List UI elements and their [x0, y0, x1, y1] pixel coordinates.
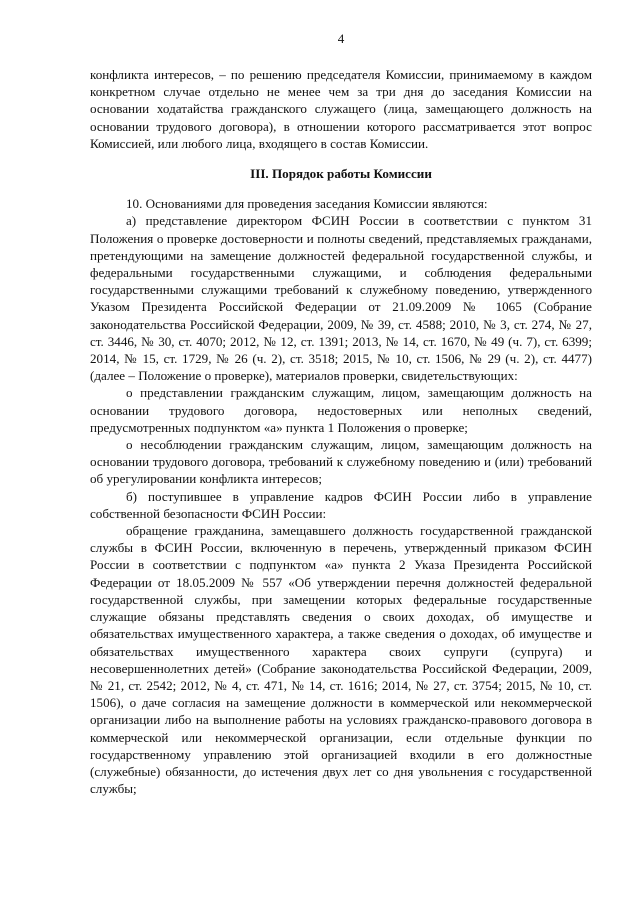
paragraph-10-b: б) поступившее в управление кадров ФСИН России либо в управление собственной безопасности ФСИН России: — [90, 488, 592, 521]
section-heading: III. Порядок работы Комиссии — [250, 166, 432, 182]
paragraph-10-a-item-1: о представлении гражданским служащим, лицом, замещающим должность на основании трудового договора, недостоверных или неполных сведений, предусмотренных подпунктом «а» пункта 1 Положения о проверке; — [90, 385, 592, 435]
paragraph-10-a: а) представление директором ФСИН России в соответствии с пунктом 31 Положения о проверке достоверности и полноты сведений, представляемых гражданами, претендующими на замещение должностей федеральной государственной службы, и федеральными государственными служащими, и соблюдения федеральными государственными служащими требований к служебному поведению, утвержденного Указом Президента Российской Федерации от 21.09.2009 № 1065 (Собрание законодательства Российской Федерации, 2009, № 39, ст. 4588; 2010, № 3, ст. 274, № 27, ст. 3446, № 30, ст. 4070; 2012, № 12, ст. 1391; 2013, № 14, ст. 1670, № 49 (ч. 7), ст. 6399; 2014, № 15, ст. 1729, № 26 (ч. 2), ст. 3518; 2015, № 10, ст. 1506, № 29 (ч. 2), ст. 4477) (далее – Положение о проверке), материалов проверки, свидетельствующих: — [90, 213, 592, 384]
paragraph-conflict-continuation: конфликта интересов, – по решению председателя Комиссии, принимаемому в каждом конкретном случае отдельно не менее чем за три дня до заседания Комиссии на основании ходатайства гражданского служащего (лица, замещающего должность на основании трудового договора), в отношении которого рассматривается этот вопрос Комиссией, или любого лица, входящего в состав Комиссии. — [90, 67, 592, 151]
paragraph-10-a-item-2: о несоблюдении гражданским служащим, лицом, замещающим должность на основании трудового договора, требований к служебному поведению и (или) требований об урегулировании конфликта интересов; — [90, 437, 592, 487]
page-number: 4 — [337, 31, 345, 46]
paragraph-10: 10. Основаниями для проведения заседания Комиссии являются: — [126, 196, 488, 212]
paragraph-10-b-appeal: обращение гражданина, замещавшего должность государственной гражданской службы в ФСИН России, включенную в перечень, утвержденный приказом ФСИН России в соответствии с подпунктом «а» пункта 2 Указа Президента Российской Федерации от 18.05.2009 № 557 «Об утверждении перечня должностей федеральной государственной службы, при замещении которых федеральные государственные служащие обязаны представлять сведения о своих доходах, об имуществе и обязательствах имущественного характера, а также сведения о доходах, об имуществе и обязательствах имущественного характера своих супруги (супруга) и несовершеннолетних детей» (Собрание законодательства Российской Федерации, 2009, № 21, ст. 2542; 2012, № 4, ст. 471, № 14, ст. 1616; 2014, № 27, ст. 3754; 2015, № 10, ст. 1506), о даче согласия на замещение должности в коммерческой или некоммерческой организации либо на выполнение работы на условиях гражданско-правового договора в коммерческой или некоммерческой организации, если отдельные функции по государственному управлению этой организацией входили в его должностные (служебные) обязанности, до истечения двух лет со дня увольнения с государственной службы; — [90, 523, 592, 797]
